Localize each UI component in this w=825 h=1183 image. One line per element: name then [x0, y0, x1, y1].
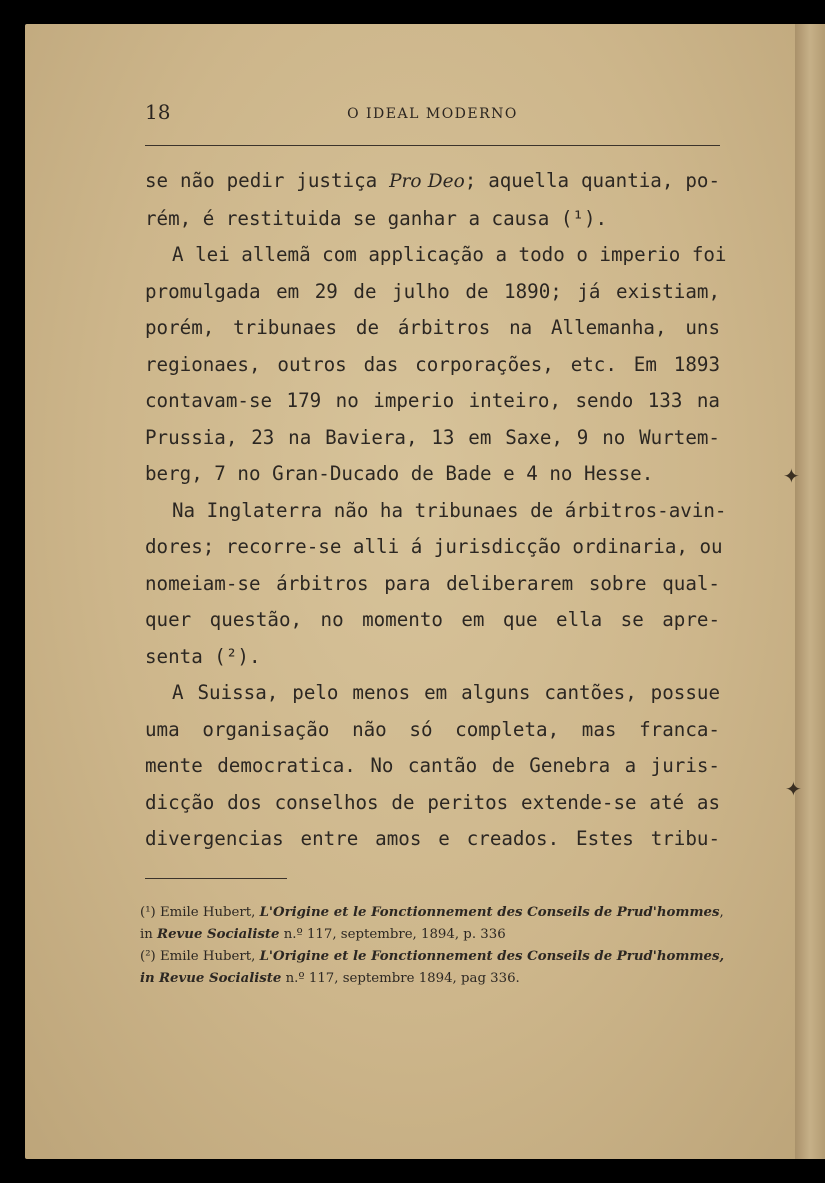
text-line: divergencias entre amos e creados. Estes tribu- [145, 827, 720, 850]
text-line: contavam-se 179 no imperio inteiro, sendo 133 na [145, 389, 720, 412]
text-line: rém, é restituida se ganhar a causa (¹). [145, 206, 608, 230]
footnote-1: (¹) Emile Hubert, L'Origine et le Fonctionnement des Conseils de Prud'hommes, in Revue Socialiste n.º 117, septembre, 1894, p. 336 [140, 905, 724, 942]
edge-mark-1: ✦ [783, 464, 800, 488]
text-line: dicção dos conselhos de peritos extende-se até as [145, 790, 720, 814]
text-line: quer questão, no momento em que ella se apre- [145, 608, 720, 631]
header-rule [145, 145, 720, 146]
text-line: se não pedir justiça Pro Deo; aquella quantia, po- [145, 169, 720, 192]
body-text [145, 163, 727, 858]
footnote-rule [145, 878, 287, 879]
text-line: Na Inglaterra não ha tribunaes de árbitros-avin- [172, 498, 727, 522]
text-line: promulgada em 29 de julho de 1890; já existiam, [145, 279, 720, 303]
text-line: berg, 7 no Gran-Ducado de Bade e 4 no Hesse. [145, 462, 654, 485]
text-line: A Suissa, pelo menos em alguns cantões, possue [172, 681, 720, 704]
text-line: senta (²). [145, 644, 261, 668]
text-line: mente democratica. No cantão de Genebra a juris- [145, 754, 720, 777]
page-header [145, 100, 720, 130]
text-line: A lei allemã com applicação a todo o imperio foi [172, 243, 727, 266]
page-edge [783, 24, 825, 1159]
page-number: 18 [145, 100, 171, 124]
edge-mark-2: ✦ [785, 777, 802, 801]
footnote-2: (²) Emile Hubert, L'Origine et le Fonctionnement des Conseils de Prud'hommes, in Revue Socialiste n.º 117, septembre 1894, pag 336. [140, 949, 725, 986]
text-line: nomeiam-se árbitros para deliberarem sobre qual- [145, 571, 720, 595]
text-line: Prussia, 23 na Baviera, 13 em Saxe, 9 no Wurtem- [145, 425, 720, 449]
running-title: O IDEAL MODERNO [347, 106, 518, 122]
text-line: porém, tribunaes de árbitros na Allemanha, uns [145, 316, 720, 339]
text-line: uma organisação não só completa, mas franca- [145, 717, 720, 741]
footnotes [140, 902, 730, 990]
text-line: regionaes, outros das corporações, etc. Em 1893 [145, 352, 720, 376]
text-line: dores; recorre-se alli á jurisdicção ordinaria, ou [145, 535, 723, 558]
